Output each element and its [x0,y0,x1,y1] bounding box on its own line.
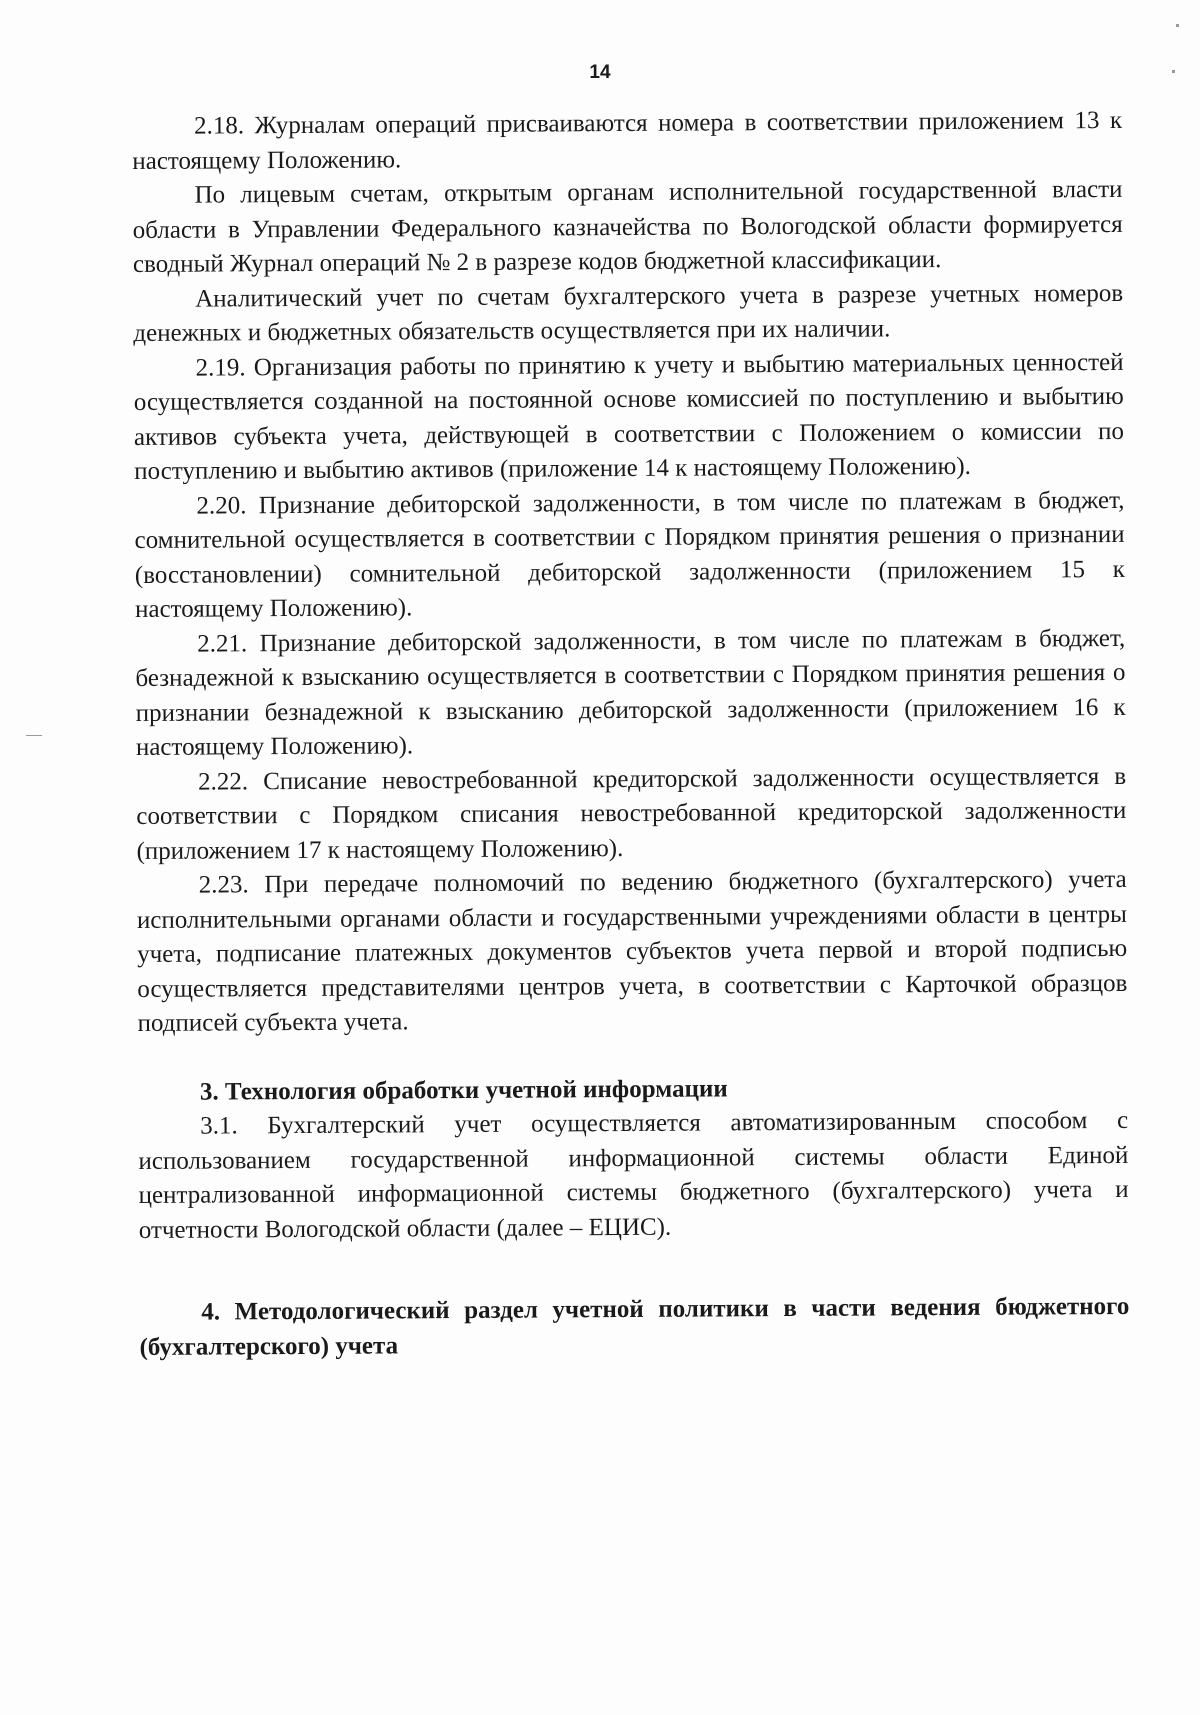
paragraph-2-19: 2.19. Организация работы по принятию к учету и выбытию материальных ценностей осуществляется созданной на постоянной основе комиссией по поступлению и выбытию активов субъекта учета, действующей в соответствии с Положением о комиссии по поступлению и выбытию активов (приложение 14 к настоящему Положению). [133,348,1125,485]
section-3-heading: 3. Технология обработки учетной информации [199,1074,728,1106]
paragraph-2-18-c: Аналитический учет по счетам бухгалтерского учета в разрезе учетных номеров денежных и бюджетных обязательств осуществляется при их наличии. [133,279,1124,347]
paragraph-3-1: 3.1. Бухгалтерский учет осуществляется автоматизированным способом с использованием государственной информационной системы области Единой централизованной информационной системы бюджетного (бухгалтерского) учета и отчетности Вологодской области (далее – ЕЦИС). [138,1106,1129,1244]
paragraph-2-18: 2.18. Журналам операций присваиваются номера в соответствии приложением 13 к настоящему Положению. [132,106,1123,175]
scan-speck [26,735,42,736]
paragraph-2-22: 2.22. Списание невостребованной кредиторской задолженности осуществляется в соответствии с Порядком списания невостребованной кредиторской задолженности (приложением 17 к настоящему Положению). [136,762,1127,865]
section-4-heading: 4. Методологический раздел учетной политики в части ведения бюджетного (бухгалтерского) учета [139,1292,1130,1361]
paragraph-2-20: 2.20. Признание дебиторской задолженности, в том числе по платежам в бюджет, сомнительной осуществляется в соответствии с Порядком принятия решения о признании (восстановлении) сомнительной дебиторской задолженности (приложением 15 к настоящему Положению). [134,486,1125,623]
page-number: 14 [589,62,611,83]
scan-speck [1176,24,1179,27]
paragraph-2-23: 2.23. При передаче полномочий по ведению бюджетного (бухгалтерского) учета исполнительными органами области и государственными учреждениями области в центры учета, подписание платежных документов субъектов учета первой и второй подписью осуществляется представителями центров учета, в соответствии с Карточкой образцов подписей субъекта учета. [136,865,1128,1037]
paragraph-2-18-b: По лицевым счетам, открытым органам исполнительной государственной власти области в Управлении Федерального казначейства по Вологодской области формируется сводный Журнал операций № 2 в разрезе кодов бюджетной классификации. [132,175,1123,278]
document-body [132,104,1130,1365]
paragraph-2-21: 2.21. Признание дебиторской задолженности, в том числе по платежам в бюджет, безнадежной к взысканию осуществляется в соответствии с Порядком принятия решения о признании безнадежной к взысканию дебиторской задолженности (приложением 16 к настоящему Положению). [135,624,1126,761]
